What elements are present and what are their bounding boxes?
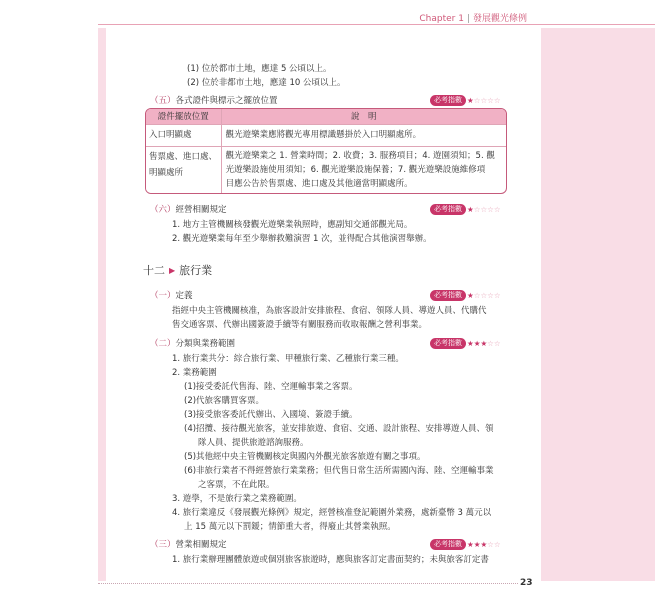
cell-line: 目應公告於售票處、進口處及其他適當明顯處所。 (225, 179, 413, 190)
right-margin-band (541, 28, 655, 581)
section-title: 經營相關規定 (175, 205, 227, 215)
section-heading (150, 538, 227, 550)
running-header (419, 11, 527, 24)
stars-empty: ☆☆☆☆ (473, 291, 501, 300)
list-item: (5)其他經中央主管機關核定與國內外觀光旅客旅遊有關之事項。 (184, 452, 426, 462)
stars-filled: ★★★ (467, 339, 488, 348)
section-heading (150, 289, 193, 301)
list-item: 1. 地方主管機關核發觀光遊樂業執照時，應副知交通部觀光局。 (172, 220, 413, 230)
list-item: 4. 旅行業違反《發展觀光條例》規定，經營核准登記範圍外業務，處新臺幣 3 萬元以 (172, 508, 492, 518)
stars-empty: ☆☆☆☆ (473, 96, 501, 105)
column-header: 證件擺放位置 (146, 109, 222, 124)
exam-index-badge (430, 204, 501, 215)
table-row (146, 146, 506, 193)
stars-empty: ☆☆ (487, 540, 501, 549)
chapter-section-number: 十二 (143, 264, 165, 277)
placement-table (145, 108, 507, 194)
paragraph-line: 指經中央主管機關核准，為旅客設計安排旅程、食宿、領隊人員、導遊人員、代購代 (172, 306, 487, 316)
exam-index-badge (430, 338, 501, 349)
list-item: (6)非旅行業者不得經營旅行業業務；但代售日常生活所需國內海、陸、空運輸事業 (184, 466, 494, 476)
section-heading (150, 337, 235, 349)
text-line: (1) 位於都市土地，應達 5 公頃以上。 (187, 64, 332, 74)
cell-line: 光遊樂設施使用須知；6. 觀光遊樂設施保養；7. 觀光遊樂設施維修項 (225, 165, 486, 176)
stars-filled: ★ (467, 291, 474, 300)
column-header: 說 明 (351, 112, 377, 122)
star-rating (467, 96, 501, 105)
list-item: (2)代旅客購買客票。 (184, 396, 265, 406)
star-rating (467, 205, 501, 214)
stars-empty: ☆☆ (487, 339, 501, 348)
cell-line: 觀光遊樂業之 1. 營業時間；2. 收費；3. 服務項目；4. 遊園須知；5. 觀 (225, 151, 495, 161)
list-item: 2. 觀光遊樂業每年至少舉辦救難演習 1 次，並得配合其他演習舉辦。 (172, 234, 432, 244)
badge-label: 必考指數 (430, 338, 466, 349)
section-index: （二） (150, 339, 176, 349)
section-index: （一） (150, 291, 176, 301)
list-item: (1)接受委託代售海、陸、空運輸事業之客票。 (184, 382, 358, 392)
exam-index-badge (430, 290, 501, 301)
section-heading (150, 94, 278, 106)
list-item: 3. 遊學，不是旅行業之業務範圍。 (172, 494, 302, 504)
list-item: 1. 旅行業共分：綜合旅行業、甲種旅行業、乙種旅行業三種。 (172, 354, 404, 364)
header-separator: | (466, 14, 470, 24)
page-number: 23 (520, 578, 533, 588)
badge-label: 必考指數 (430, 539, 466, 550)
exam-index-badge (430, 539, 501, 550)
chapter-title: 發展觀光條例 (472, 14, 527, 24)
list-item: (3)接受旅客委託代辦出、入國境、簽證手續。 (184, 410, 358, 420)
table-row (146, 124, 506, 146)
list-item: (4)招攬、接待觀光旅客，並安排旅遊、食宿、交通、設計旅程、安排導遊人員、領 (184, 424, 494, 434)
section-title: 定義 (175, 291, 193, 301)
table-cell: 入口明顯處 (146, 125, 222, 146)
section-title: 分類與業務範圍 (175, 339, 236, 349)
stars-filled: ★★★ (467, 540, 488, 549)
section-index: （五） (150, 96, 176, 106)
list-item-continuation: 隊人員、提供旅遊諮詢服務。 (198, 438, 309, 448)
list-item-continuation: 之客票，不在此限。 (198, 480, 275, 490)
triangle-icon: ▶ (169, 265, 176, 275)
section-index: （六） (150, 205, 176, 215)
exam-index-badge (430, 95, 501, 106)
chapter-section-heading (143, 262, 212, 278)
chapter-label: Chapter 1 (419, 14, 464, 24)
star-rating (467, 540, 501, 549)
table-cell (222, 147, 506, 193)
stars-filled: ★ (467, 205, 474, 214)
section-heading (150, 203, 227, 215)
header-rule (98, 24, 655, 25)
chapter-section-title: 旅行業 (179, 264, 213, 277)
badge-label: 必考指數 (430, 290, 466, 301)
star-rating (467, 291, 501, 300)
section-title: 營業相關規定 (175, 540, 227, 550)
paragraph-line: 售交通客票、代辦出國簽證手續等有關服務而收取報酬之營利事業。 (172, 320, 428, 330)
stars-empty: ☆☆☆☆ (473, 205, 501, 214)
table-header (146, 109, 506, 124)
badge-label: 必考指數 (430, 204, 466, 215)
footer-dotted-rule (98, 583, 518, 584)
text-line: (2) 位於非都市土地，應達 10 公頃以上。 (187, 78, 346, 88)
stars-filled: ★ (467, 96, 474, 105)
table-cell: 售票處、進口處、明顯處所 (146, 147, 222, 193)
star-rating (467, 339, 501, 348)
list-item: 1. 旅行業辦理團體旅遊或個別旅客旅遊時，應與旅客訂定書面契約；未與旅客訂定書 (172, 555, 489, 565)
list-item-continuation: 上 15 萬元以下罰鍰；情節重大者，得廢止其營業執照。 (184, 522, 396, 532)
badge-label: 必考指數 (430, 95, 466, 106)
list-item: 2. 業務範圍 (172, 368, 217, 378)
section-title: 各式證件與標示之擺放位置 (175, 96, 278, 106)
table-cell: 觀光遊樂業應將觀光專用標識懸掛於入口明顯處所。 (225, 130, 422, 140)
section-index: （三） (150, 540, 176, 550)
